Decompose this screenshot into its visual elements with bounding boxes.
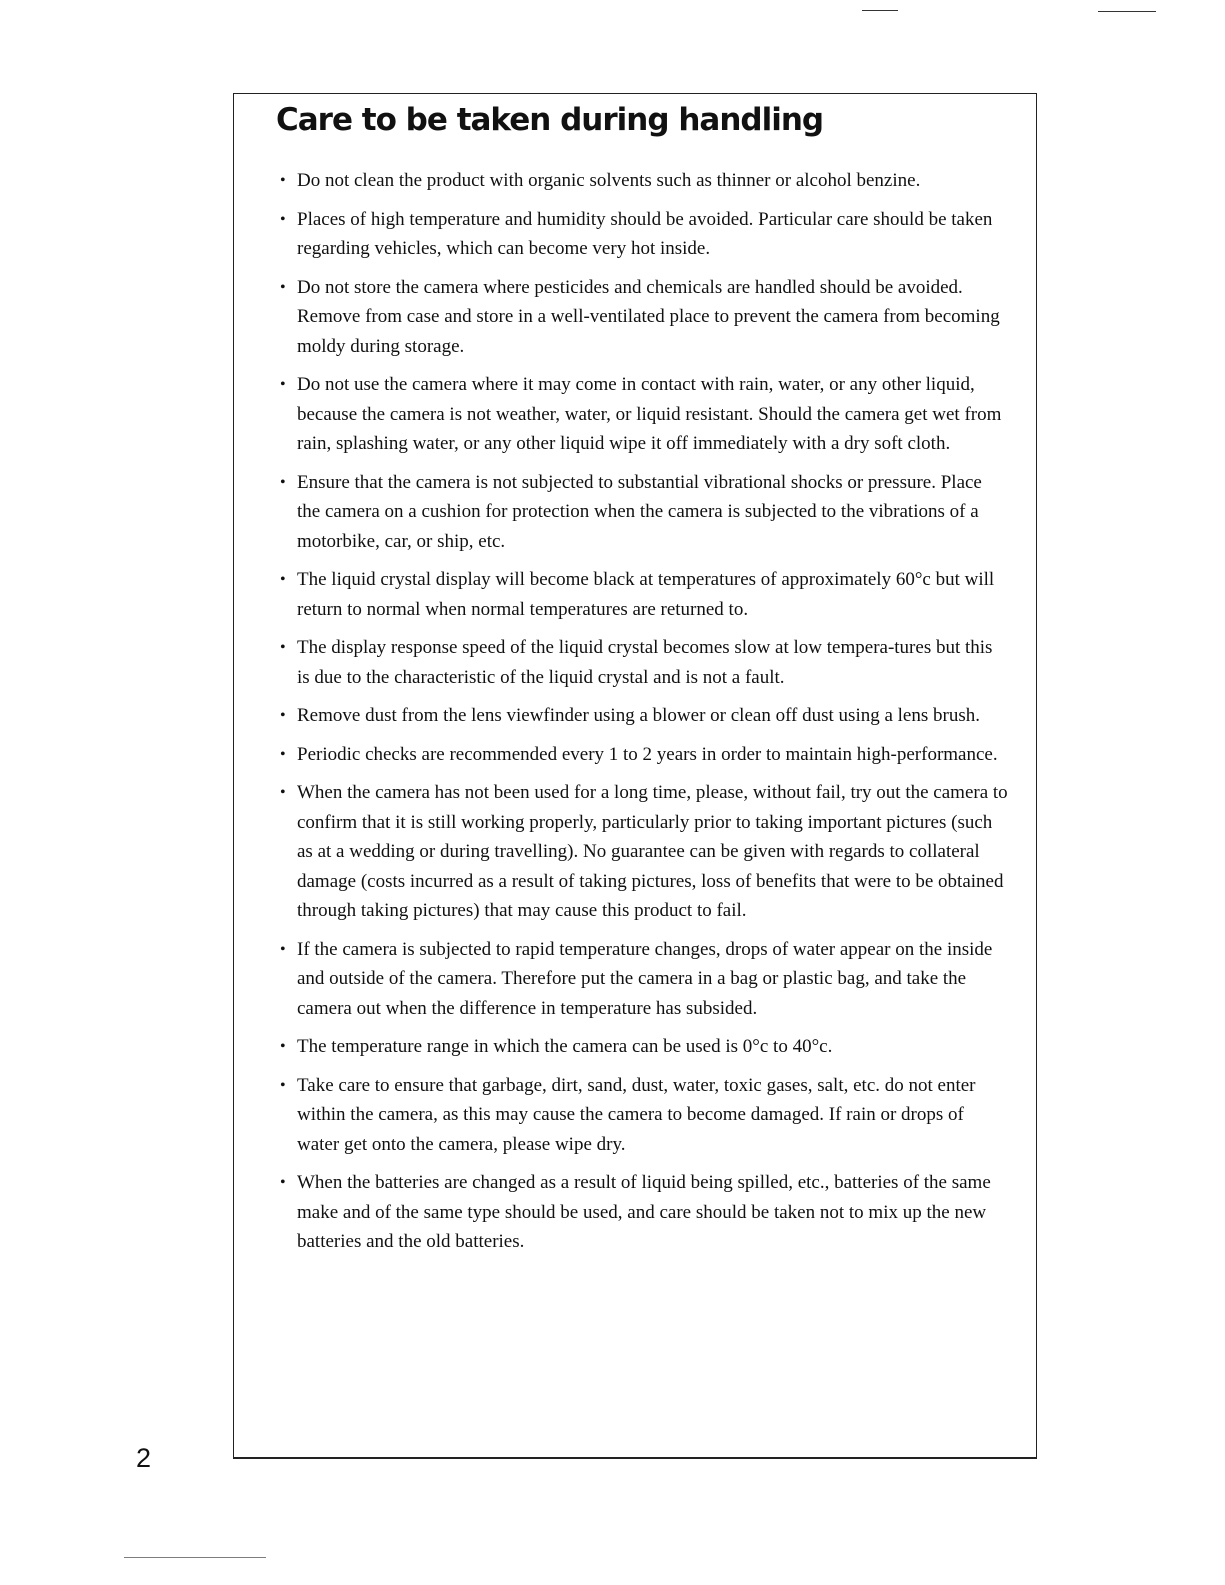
list-item (279, 273, 1009, 362)
item-text: Do not clean the product with organic solvents such as thinner or alcohol benzine. (297, 170, 921, 191)
list-item (279, 701, 1009, 731)
item-text: If the camera is subjected to rapid temperature changes, drops of water appear on the inside and outside of the camera. Therefore put the camera in a bag or plastic bag, and take the camera out when the difference in temperature has subsided. (297, 938, 993, 1019)
item-text: The display response speed of the liquid crystal becomes slow at low tempera-tures but this is due to the characteristic of the liquid crystal and is not a fault. (297, 637, 993, 688)
bullet-icon: • (280, 1038, 286, 1055)
list-item (279, 205, 1009, 264)
list-item (279, 1071, 1009, 1160)
item-text: Ensure that the camera is not subjected to substantial vibrational shocks or pressure. Place the camera on a cushion for protection when the camera is subjected to the vibrations of a motorbike, car, or ship, etc. (297, 471, 982, 552)
top-rule-right (1098, 11, 1156, 12)
item-text: When the camera has not been used for a long time, please, without fail, try out the camera to confirm that it is still working properly, particularly prior to taking important pictures (such as at a wedding or during travelling). No guarantee can be given with regards to collateral damage (costs incurred as a result of taking pictures, loss of benefits that were to be obtained through taking pictures) that may cause this product to fail. (297, 782, 1008, 921)
bottom-rule (124, 1557, 266, 1558)
list-item (279, 468, 1009, 557)
list-item (279, 166, 1009, 196)
bullet-icon: • (280, 1174, 286, 1191)
item-text: Do not use the camera where it may come in contact with rain, water, or any other liquid, because the camera is not weather, water, or liquid resistant. Should the camera get wet from rain, splashing water, or any other liquid wipe it off immediately with a dry soft cloth. (297, 374, 1002, 454)
bullet-icon: • (280, 571, 286, 588)
bullet-icon: • (280, 940, 286, 958)
page-number: 2 (136, 1443, 152, 1473)
item-text: Periodic checks are recommended every 1 to 2 years in order to maintain high-performance. (297, 743, 998, 765)
list-item (279, 1032, 1009, 1062)
bullet-icon: • (280, 172, 286, 189)
section-title: Care to be taken during handling (276, 102, 824, 138)
bullet-icon: • (280, 1076, 286, 1094)
list-item (279, 778, 1009, 926)
item-text: Places of high temperature and humidity should be avoided. Particular care should be taken regarding vehicles, which can become very hot inside. (297, 208, 993, 259)
bullet-icon: • (280, 473, 286, 491)
item-text: The liquid crystal display will become black at temperatures of approximately 60°c but will return to normal when normal temperatures are returned to. (297, 569, 995, 620)
list-item (279, 633, 1009, 692)
list-item (279, 740, 1009, 770)
item-text: When the batteries are changed as a result of liquid being spilled, etc., batteries of the same make and of the same type should be used, and care should be taken not to mix up the new batteries and the old batteries. (297, 1172, 991, 1252)
list-item (279, 565, 1009, 624)
list-item (279, 370, 1009, 459)
bullet-icon: • (280, 745, 286, 763)
bullet-icon: • (280, 707, 286, 724)
bullet-icon: • (280, 376, 286, 393)
item-text: Take care to ensure that garbage, dirt, sand, dust, water, toxic gases, salt, etc. do not enter within the camera, as this may cause the camera to become damaged. If rain or drops of water get onto the camera, please wipe dry. (297, 1074, 976, 1155)
list-item (279, 935, 1009, 1024)
top-rule-left (862, 10, 898, 11)
bullet-icon: • (280, 210, 286, 228)
item-text: Remove dust from the lens viewfinder using a blower or clean off dust using a lens brush. (297, 705, 980, 726)
item-text: The temperature range in which the camera can be used is 0°c to 40°c. (297, 1036, 833, 1057)
list-item (279, 1168, 1009, 1257)
item-text: Do not store the camera where pesticides and chemicals are handled should be avoided. Remove from case and store in a well-ventilated place to prevent the camera from becoming moldy during storage. (297, 276, 1000, 357)
care-list (279, 166, 1009, 1266)
bullet-icon: • (280, 639, 286, 656)
bullet-icon: • (280, 278, 286, 296)
bullet-icon: • (280, 784, 286, 801)
